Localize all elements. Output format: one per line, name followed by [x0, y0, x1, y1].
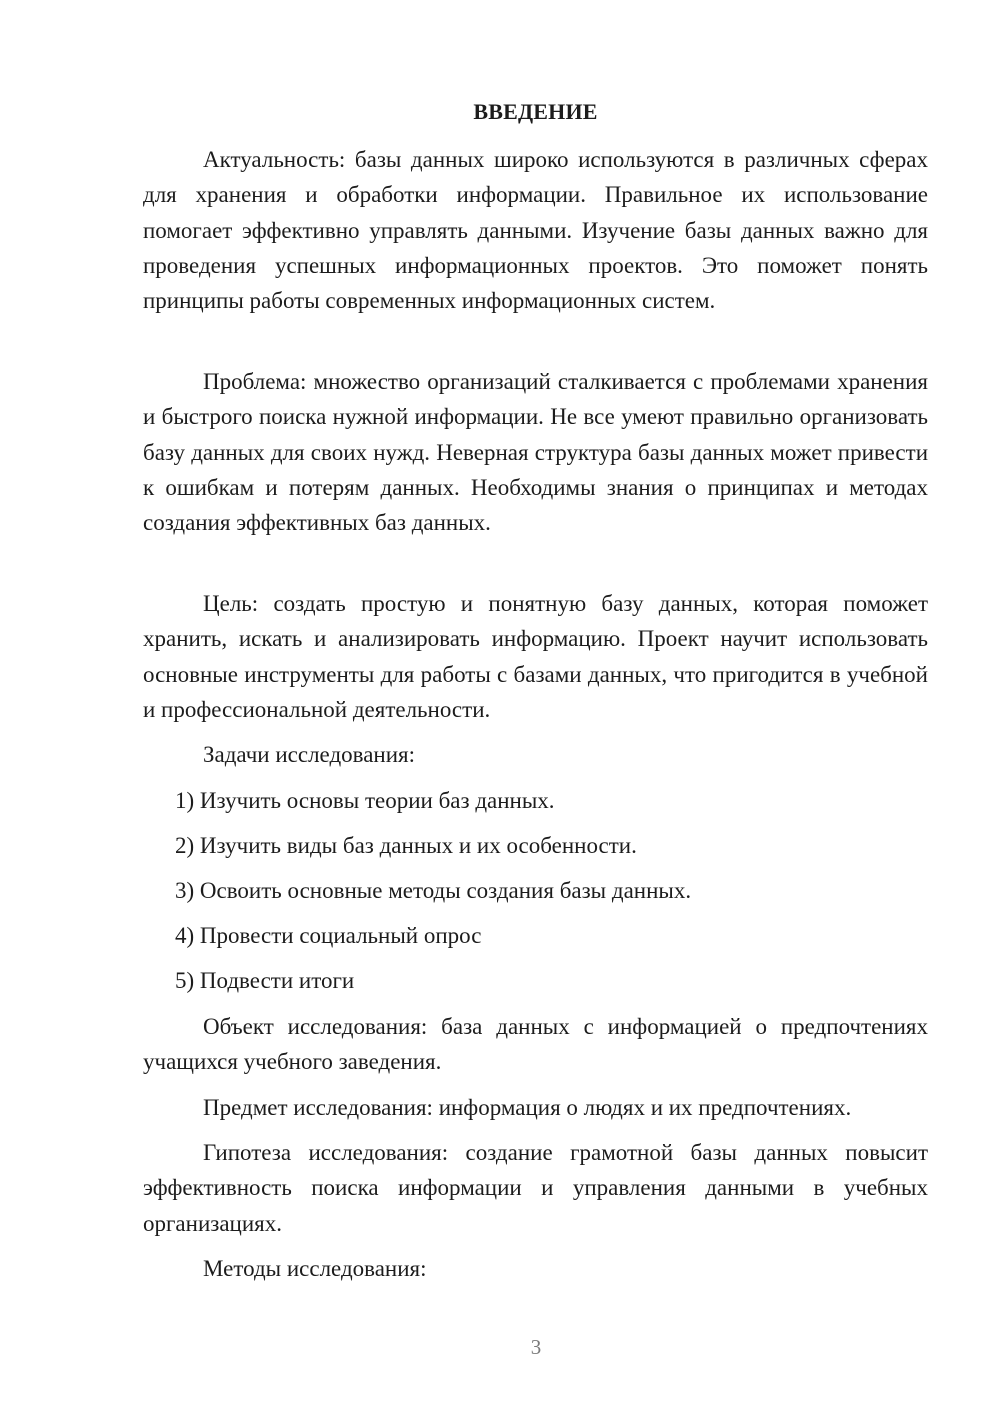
page-title: ВВЕДЕНИЕ — [473, 99, 598, 124]
task-item-1: 1) Изучить основы теории баз данных. — [175, 788, 555, 813]
tasks-heading: Задачи исследования: — [203, 742, 416, 767]
methods-heading: Методы исследования: — [203, 1256, 427, 1281]
goal-paragraph: Цель: создать простую и понятную базу данных, которая поможет хранить, искать и анализировать информацию. Проект научит использовать основные инструменты для работы с базами данных, что пригодится в учебной и профессиональной деятельности. — [143, 591, 928, 722]
object-paragraph: Объект исследования: база данных с информацией о предпочтениях учащихся учебного заведения. — [143, 1014, 928, 1075]
relevance-paragraph: Актуальность: базы данных широко используются в различных сферах для хранения и обработки информации. Правильное их использование помогает эффективно управлять данными. Изучение базы данных важно для проведения успешных информационных проектов. Это поможет понять принципы работы современных информационных систем. — [143, 147, 928, 314]
subject-paragraph: Предмет исследования: информация о людях и их предпочтениях. — [203, 1095, 852, 1120]
problem-paragraph: Проблема: множество организаций сталкивается с проблемами хранения и быстрого поиска нужной информации. Не все умеют правильно организовать базу данных для своих нужд. Неверная структура базы данных может привести к ошибкам и потерям данных. Необходимы знания о принципах и методах создания эффективных баз данных. — [143, 369, 928, 536]
task-item-2: 2) Изучить виды баз данных и их особенности. — [175, 833, 637, 858]
hypothesis-paragraph: Гипотеза исследования: создание грамотной базы данных повысит эффективность поиска информации и управления данными в учебных организациях. — [143, 1140, 928, 1236]
page-number: 3 — [530, 1335, 542, 1359]
task-item-5: 5) Подвести итоги — [175, 968, 355, 993]
task-item-3: 3) Освоить основные методы создания базы данных. — [175, 878, 692, 903]
task-item-4: 4) Провести социальный опрос — [175, 923, 482, 948]
